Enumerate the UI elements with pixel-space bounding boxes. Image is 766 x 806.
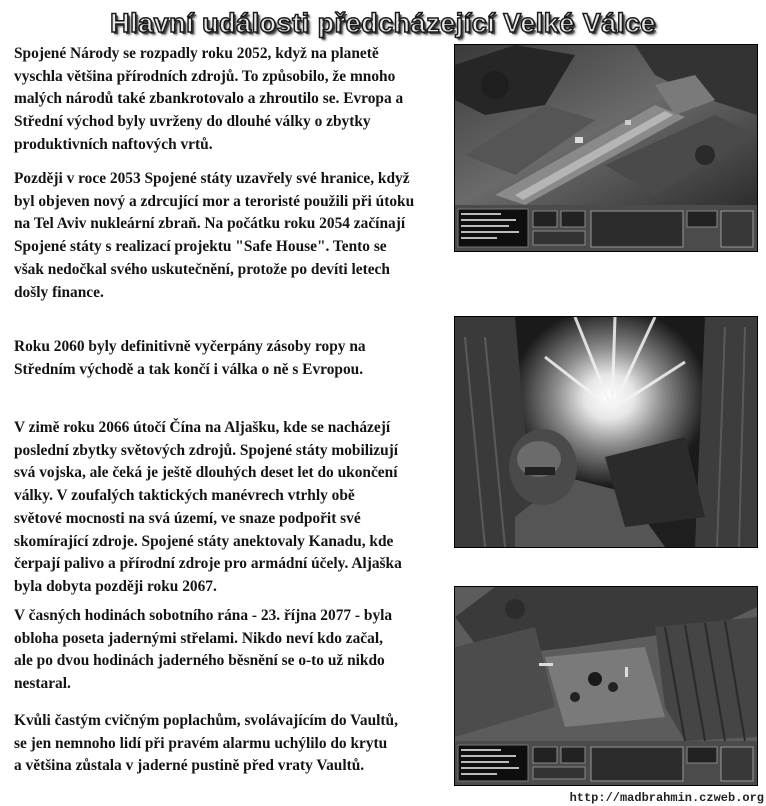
paragraph-2053-borders: Později v roce 2053 Spojené státy uzavřely své hranice, když byl objeven nový a zdrcující mor a teroristé použili při útoku na Tel Aviv nukleární zbraň. Na počátku roku 2054 začínají Spojené státy s realizací projektu "Safe House". Tento se však nedočkal svého uskutečnění, protože po devíti letech došly finance. [14, 170, 415, 301]
site-url: http://madbrahmin.czweb.org [569, 791, 764, 805]
game-screenshot-settlement-battle [454, 586, 758, 786]
paragraph-2066-alaska: V zimě roku 2066 útočí Čína na Aljašku, kde se nacházejí poslední zbytky světových zdrojů. Spojené státy mobilizují svá vojska, ale čeká je ještě dlouhých deset let do ukončení války. V zoufalých taktických manévrech vtrhly obě světové mocnosti na svá území, ve snaze podpořit své skomírající zdroje. Spojené státy anektovaly Kanadu, kde čerpají palivo a přírodní zdroje pro armádní účely. Aljaška byla dobyta později roku 2067. [14, 419, 402, 595]
paragraph-2077-war: V časných hodinách sobotního rána - 23. října 2077 - byla obloha poseta jadernými střelami. Nikdo neví kdo začal, ale po dvou hodinách jaderného běsnění se o-to už nikdo nestaral. [14, 607, 393, 693]
paragraph-2060-oil: Roku 2060 byly definitivně vyčerpány zásoby ropy na Středním východě a tak končí i válka o ně s Evropou. [14, 338, 366, 378]
paragraph-2052-collapse: Spojené Národy se rozpadly roku 2052, když na planetě vyschla většina přírodních zdrojů. To způsobilo, že mnoho malých národů také zbankrotovalo a zhroutilo se. Evropa a Střední východ byly uvrženy do dlouhé války o zbytky produktivních naftových vrtů. [14, 45, 404, 153]
game-screenshot-wasteland-road [454, 44, 758, 252]
paragraph-vault-alarms: Kvůli častým cvičným poplachům, svolávajícím do Vaultů, se jen nemnoho lidí při pravém alarmu uchýlilo do krytu a většina zůstala v jaderné pustině před vraty Vaultů. [14, 712, 398, 775]
page-title: Hlavní události předcházející Velké Válce [110, 8, 656, 38]
game-screenshot-vault-door-explosion [454, 316, 758, 548]
